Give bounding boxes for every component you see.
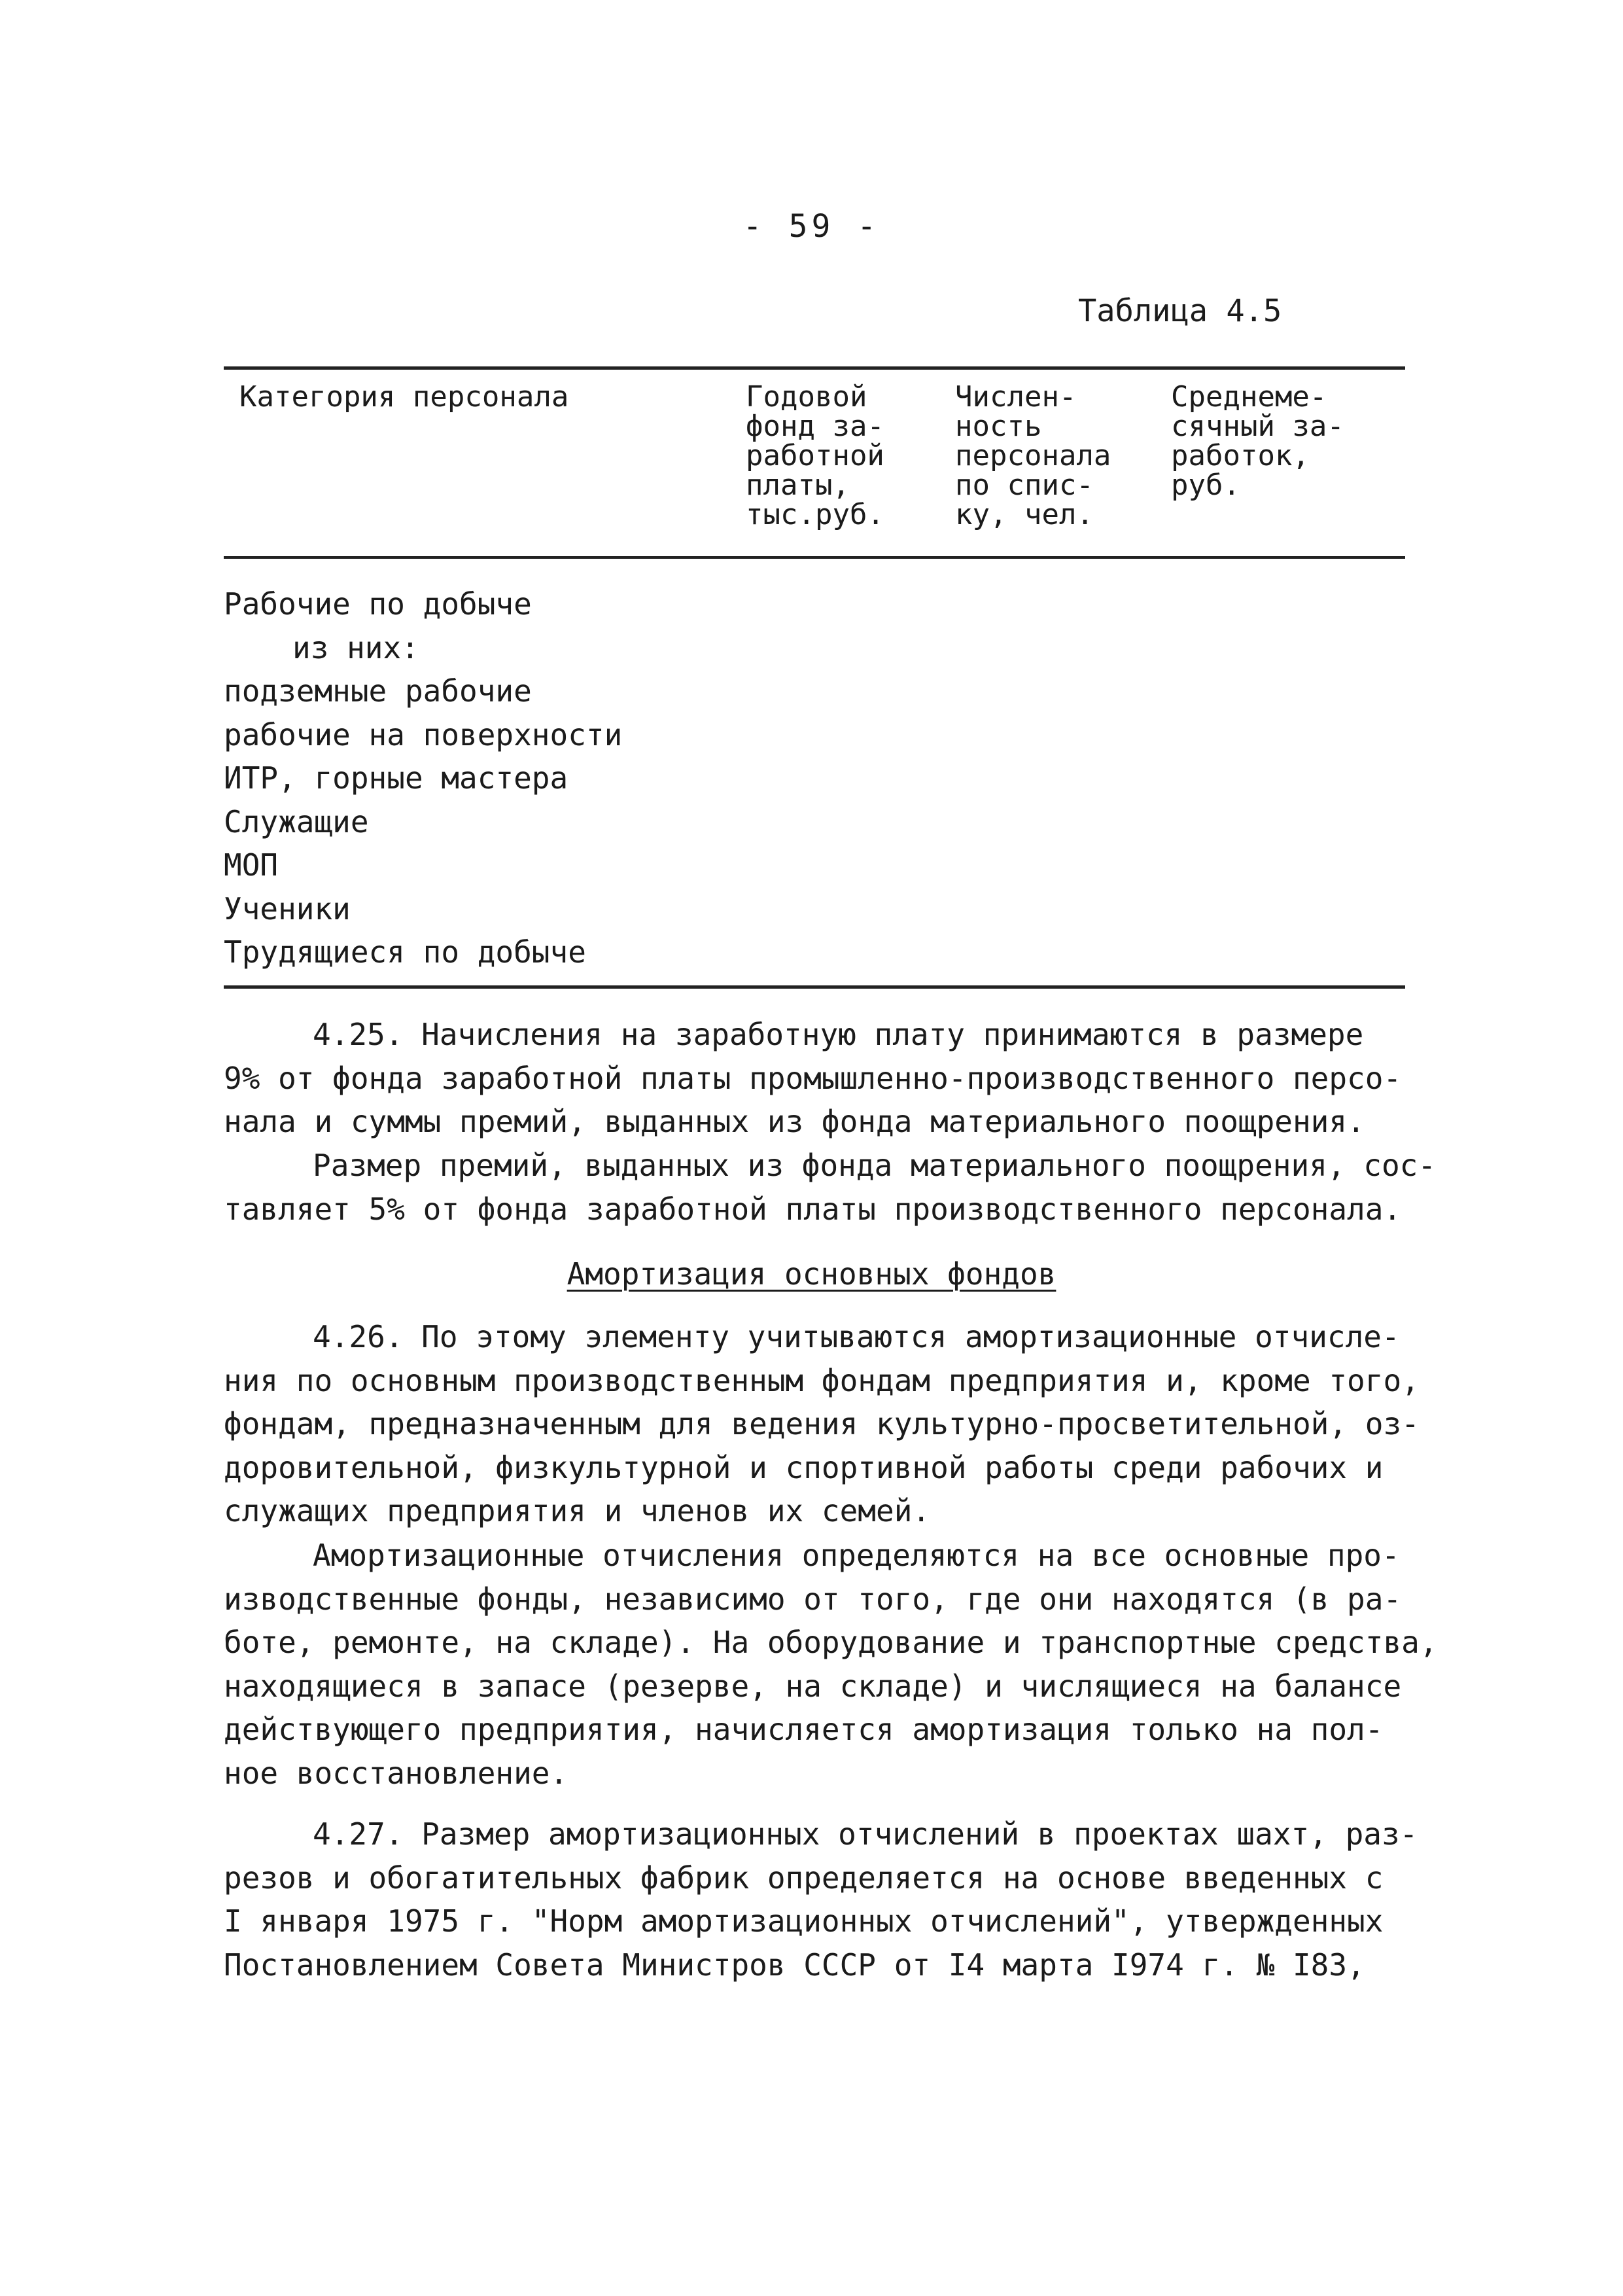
table-row: Служащие bbox=[224, 804, 369, 839]
paragraph-line: 4.25. Начисления на заработную плату принимаются в размере bbox=[313, 1017, 1364, 1052]
paragraph-line: фондам, предназначенным для ведения культурно-просветительной, оз- bbox=[224, 1406, 1420, 1441]
paragraph-line: тавляет 5% от фонда заработной платы производственного персонала. bbox=[224, 1191, 1402, 1227]
paragraph-line: изводственные фонды, независимо от того, где они находятся (в ра- bbox=[224, 1581, 1402, 1617]
paragraph-line: 4.26. По этому элементу учитываются амортизационные отчисле- bbox=[313, 1319, 1400, 1354]
table-row: рабочие на поверхности bbox=[224, 716, 623, 752]
paragraph-line: служащих предприятия и членов их семей. bbox=[224, 1493, 931, 1528]
paragraph-line: действующего предприятия, начисляется амортизация только на пол- bbox=[224, 1712, 1384, 1747]
table-row: Трудящиеся по добыче bbox=[224, 934, 586, 970]
paragraph-line: I января 1975 г. "Норм амортизационных отчислений", утвержденных bbox=[224, 1903, 1384, 1939]
table-bottom-rule bbox=[224, 985, 1405, 989]
table-body bbox=[224, 582, 622, 974]
table-top-rule bbox=[224, 366, 1405, 370]
table-row: подземные рабочие bbox=[224, 673, 532, 709]
table-caption: Таблица 4.5 bbox=[1078, 293, 1282, 329]
paragraph-line: находящиеся в запасе (резерве, на складе) и числящиеся на балансе bbox=[224, 1668, 1402, 1704]
paragraph-line: ния по основным производственным фондам предприятия и, кроме того, bbox=[224, 1362, 1420, 1398]
table-row: Рабочие по добыче bbox=[224, 586, 532, 622]
paragraph-line: нала и суммы премий, выданных из фонда материального поощрения. bbox=[224, 1104, 1365, 1139]
section-heading-text: Амортизация основных фондов bbox=[567, 1256, 1056, 1292]
paragraph-premium bbox=[224, 1144, 1436, 1231]
table-header-category: Категория персонала bbox=[239, 380, 569, 414]
section-heading bbox=[0, 1252, 1623, 1296]
paragraph-line: ное восстановление. bbox=[224, 1755, 568, 1791]
table-header-headcount: Числен- ность персонала по спис- ку, чел. bbox=[955, 380, 1111, 531]
paragraph-line: резов и обогатительных фабрик определяется на основе введенных с bbox=[224, 1860, 1384, 1896]
paragraph-4-26 bbox=[224, 1315, 1420, 1533]
paragraph-line: 9% от фонда заработной платы промышленно-производственного персо- bbox=[224, 1060, 1402, 1096]
table-header-rule bbox=[224, 556, 1405, 559]
page-number: - 59 - bbox=[742, 208, 881, 245]
paragraph-4-25 bbox=[224, 1013, 1401, 1144]
paragraph-line: Постановлением Совета Министров СССР от I4 марта I974 г. № I83, bbox=[224, 1947, 1365, 1983]
table-row: МОП bbox=[224, 847, 279, 883]
paragraph-line: 4.27. Размер амортизационных отчислений в проектах шахт, раз- bbox=[313, 1816, 1418, 1852]
table-header-annual-fund: Годовой фонд за- работной платы, тыс.руб. bbox=[746, 380, 884, 531]
paragraph-line: доровительной, физкультурной и спортивной работы среди рабочих и bbox=[224, 1449, 1384, 1485]
paragraph-amortization bbox=[224, 1534, 1438, 1795]
table-header-avg-salary: Среднеме- сячный за- работок, руб. bbox=[1171, 380, 1344, 502]
paragraph-line: Амортизационные отчисления определяются на все основные про- bbox=[313, 1538, 1400, 1573]
paragraph-4-27 bbox=[224, 1812, 1418, 1987]
table-row: Ученики bbox=[224, 891, 351, 927]
paragraph-line: боте, ремонте, на складе). На оборудование и транспортные средства, bbox=[224, 1625, 1438, 1660]
table-row: из них: bbox=[292, 629, 419, 665]
paragraph-line: Размер премий, выданных из фонда материального поощрения, сос- bbox=[313, 1148, 1437, 1183]
table-row: ИТР, горные мастера bbox=[224, 760, 568, 796]
